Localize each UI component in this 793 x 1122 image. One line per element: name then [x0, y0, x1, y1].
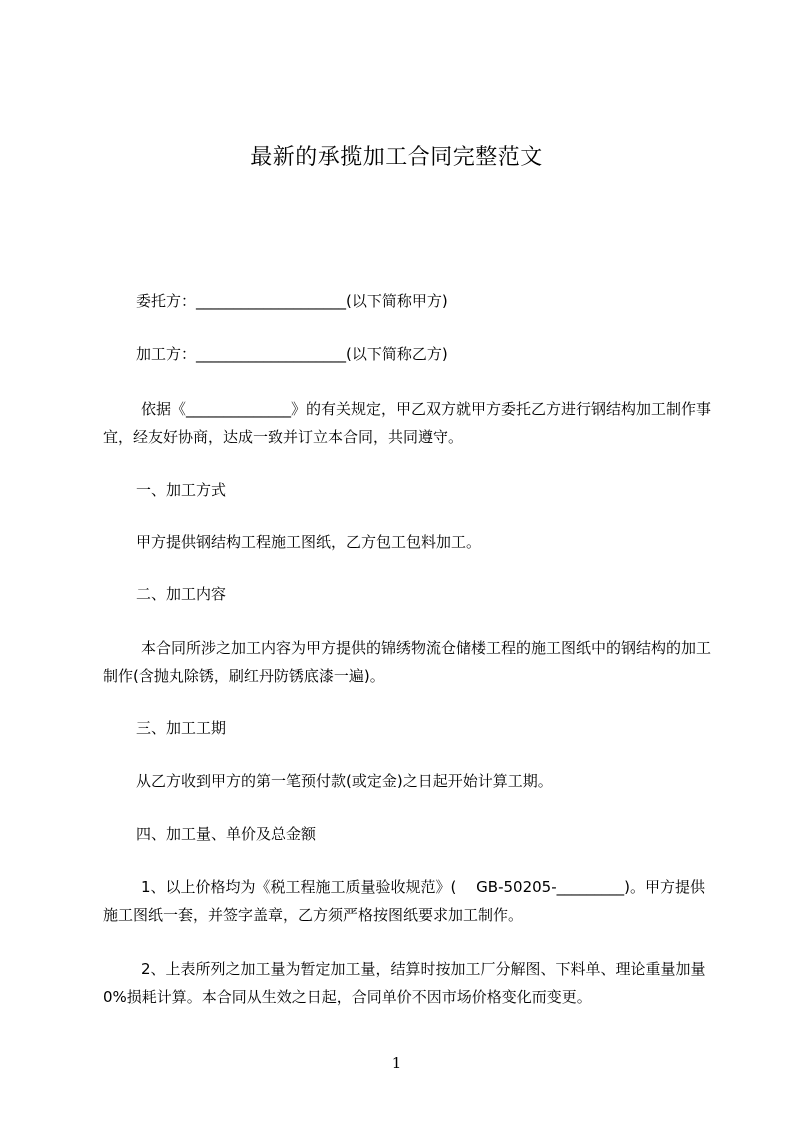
processing-method-paragraph: 甲方提供钢结构工程施工图纸，乙方包工包料加工。: [136, 533, 482, 551]
section-heading-processing-content: 二、加工内容: [136, 585, 227, 603]
contractor-party-line: 加工方：____________________(以下简称乙方): [136, 345, 448, 363]
section-heading-processing-method: 一、加工方式: [136, 481, 227, 499]
pricing-clause-2: 2、上表所列之加工量为暂定加工量，结算时按加工厂分解图、下料单、理论重量加量 0%损耗计算。本合同从生效之日起，合同单价不因市场价格变化而变更。: [103, 960, 711, 1006]
client-party-line: 委托方：____________________(以下简称甲方): [136, 292, 448, 310]
section-heading-processing-period: 三、加工工期: [136, 719, 227, 737]
processing-period-paragraph: 从乙方收到甲方的第一笔预付款(或定金)之日起开始计算工期。: [136, 772, 553, 790]
page-number: 1: [391, 1054, 402, 1072]
section-heading-quantity-price: 四、加工量、单价及总金额: [136, 825, 317, 843]
document-title: 最新的承揽加工合同完整范文: [250, 145, 543, 170]
processing-content-paragraph: 本合同所涉之加工内容为甲方提供的锦绣物流仓储楼工程的施工图纸中的钢结构的加工制作(含抛丸除锈，刷红丹防锈底漆一遍)。: [103, 639, 712, 685]
preamble-paragraph: 依据《______________》的有关规定，甲乙双方就甲方委托乙方进行钢结构加工制作事宜，经友好协商，达成一致并订立本合同，共同遵守。: [103, 400, 712, 446]
pricing-clause-1: 1、以上价格均为《税工程施工质量验收规范》( GB-50205-_________)。甲方提供施工图纸一套，并签字盖章，乙方须严格按图纸要求加工制作。: [103, 878, 705, 924]
